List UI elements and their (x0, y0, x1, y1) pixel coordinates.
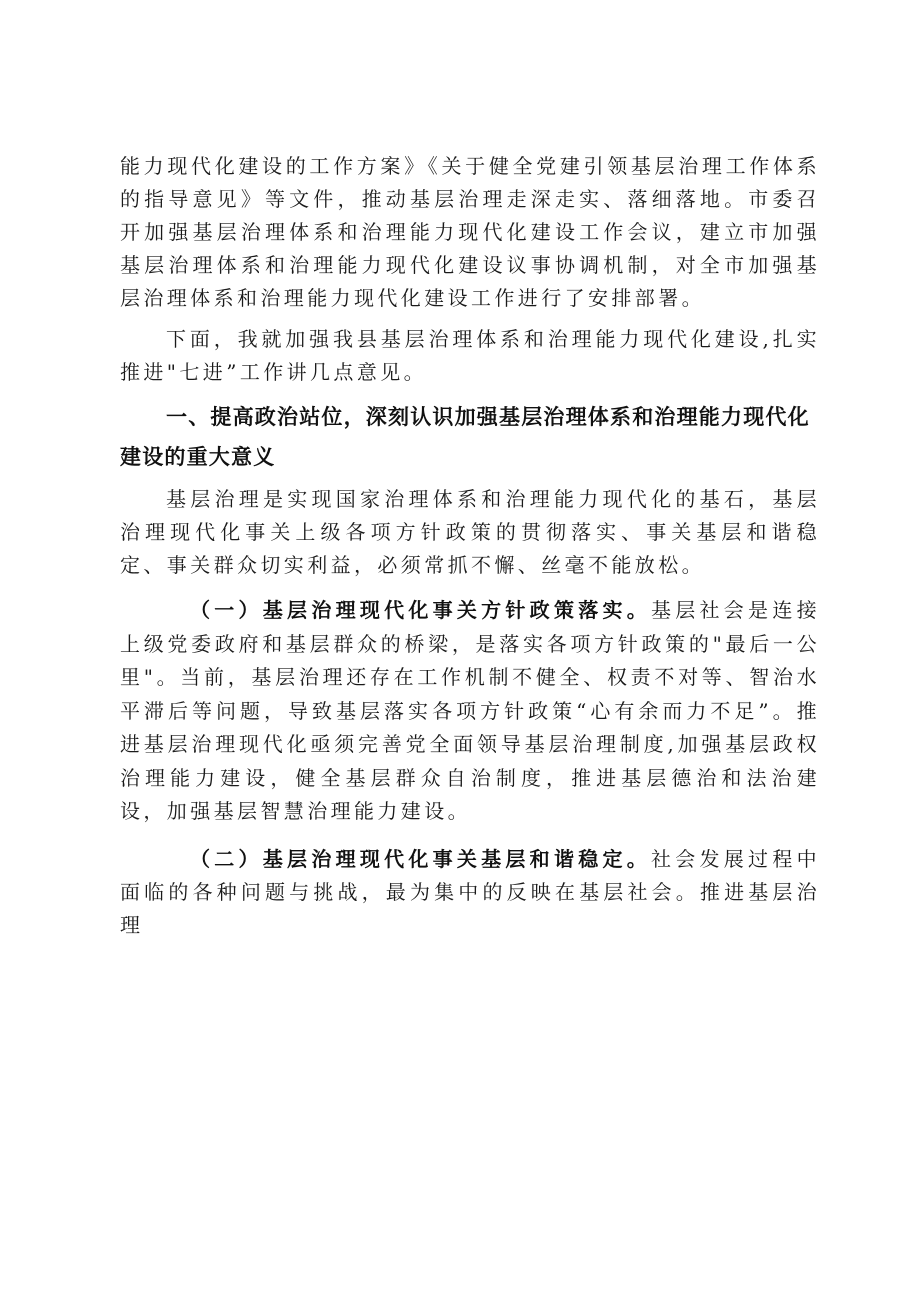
subsection-harmony-stability (120, 843, 820, 942)
paragraph-work-plan-continuation: 能力现代化建设的工作方案》《关于健全党建引领基层治理工作体系的指导意见》等文件，推动基层治理走深走实、落细落地。市委召开加强基层治理体系和治理能力现代化建设工作会议，建立市加强基层治理体系和治理能力现代化建设议事协调机制，对全市加强基层治理体系和治理能力现代化建设工作进行了安排部署。 (120, 154, 820, 310)
paragraph-foundation: 基层治理是实现国家治理体系和治理能力现代化的基石，基层治理现代化事关上级各项方针政策的贯彻落实、事关基层和谐稳定、事关群众切实利益，必须常抓不懈、丝毫不能放松。 (120, 487, 820, 577)
section-heading-one: 一、提高政治站位，深刻认识加强基层治理体系和治理能力现代化建设的重大意义 (120, 405, 810, 469)
document-body (120, 150, 820, 942)
subsection-title-policy: （一）基层治理现代化事关方针政策落实。 (190, 598, 651, 622)
paragraph-opinions-intro: 下面，我就加强我县基层治理体系和治理能力现代化建设,扎实推进"七进”工作讲几点意见。 (120, 327, 820, 384)
subsection-body-harmony: 社会发展过程中面临的各种问题与挑战，最为集中的反映在基层社会。推进基层治理 (120, 846, 820, 937)
subsection-body-policy: 基层社会是连接上级党委政府和基层群众的桥梁，是落实各项方针政策的"最后一公里"。当前，基层治理还存在工作机制不健全、权责不对等、智治水平滞后等问题，导致基层落实各项方针政策“心有余而力不足”。推进基层治理现代化亟须完善党全面领导基层治理制度,加强基层政权治理能力建设，健全基层群众自治制度，推进基层德治和法治建设，加强基层智慧治理能力建设。 (120, 598, 820, 823)
subsection-title-harmony: （二）基层治理现代化事关基层和谐稳定。 (190, 846, 651, 871)
subsection-policy-implementation (120, 594, 820, 829)
